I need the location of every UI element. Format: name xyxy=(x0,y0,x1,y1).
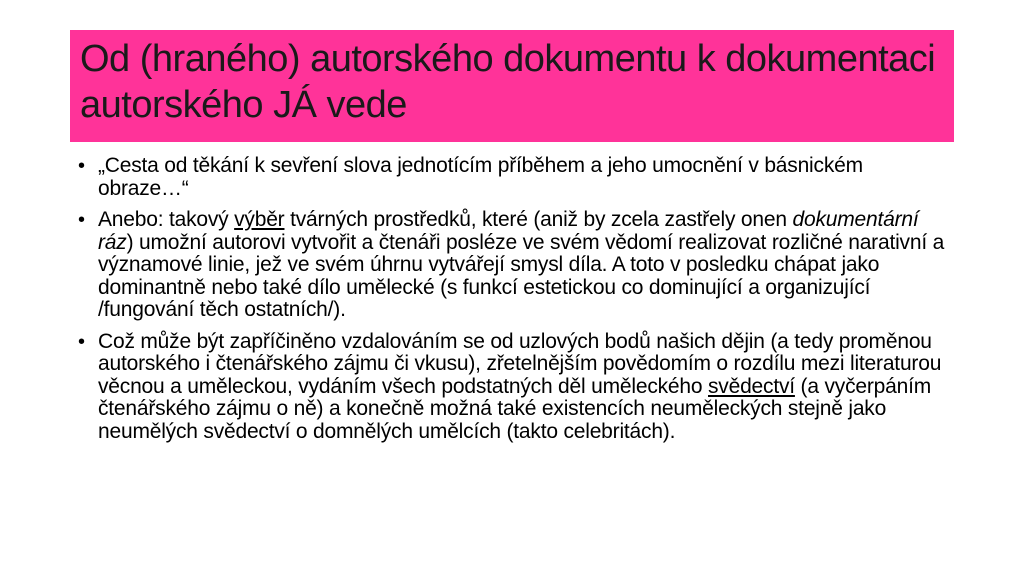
bullet-dot-icon: • xyxy=(78,330,85,353)
bullet-dot-icon: • xyxy=(78,155,85,177)
bullet-2-underlined-word: výběr xyxy=(234,208,285,231)
bullet-2-text-middle: tvárných prostředků, které (aniž by zcela zastřely onen xyxy=(284,208,793,231)
bullet-item-2 xyxy=(78,209,958,322)
bullet-3-text-start: Což může být zapříčiněno vzdalováním se od uzlových bodů našich dějin (a tedy proměnou autorského i čtenářského zájmu či vkusu), zřetelnějším povědomím o rozdílu mezi literaturou věcnou a uměleckou, vydáním všech podstatných děl uměleckého xyxy=(98,329,942,398)
bullet-item-1 xyxy=(78,155,958,200)
bullet-2-text-end: ) umožní autorovi vytvořit a čtenáři posléze ve svém vědomí realizovat rozličné narativní a významové linie, jež ve svém úhrnu vytvářejí smysl díla. A toto v posledku chápat jako dominantně nebo také dílo umělecké (s funkcí estetickou co dominující a organizující /fungování těch ostatních/). xyxy=(98,230,945,321)
bullet-3-underlined-word: svědectví xyxy=(708,374,795,398)
bullet-2-italic-phrase: dokumentární ráz xyxy=(98,208,919,254)
bullet-3-text-end: (a vyčerpáním čtenářského zájmu o ně) a konečně možná také existencích neuměleckých stejně jako neumělých svědectví o domnělých umělcích (takto celebritách). xyxy=(98,374,932,443)
bullet-1-text: „Cesta od těkání k sevření slova jednotícím příběhem a jeho umocnění v básnickém obraze…“ xyxy=(98,154,863,200)
content-area xyxy=(78,155,958,452)
bullet-item-3 xyxy=(78,331,958,444)
bullet-2-text-start: Anebo: takový xyxy=(98,208,235,231)
bullet-dot-icon: • xyxy=(78,209,85,231)
title-banner xyxy=(70,30,954,142)
slide-title: Od (hraného) autorského dokumentu k dokumentaci autorského JÁ vede xyxy=(80,38,936,126)
bullet-list xyxy=(78,155,958,443)
